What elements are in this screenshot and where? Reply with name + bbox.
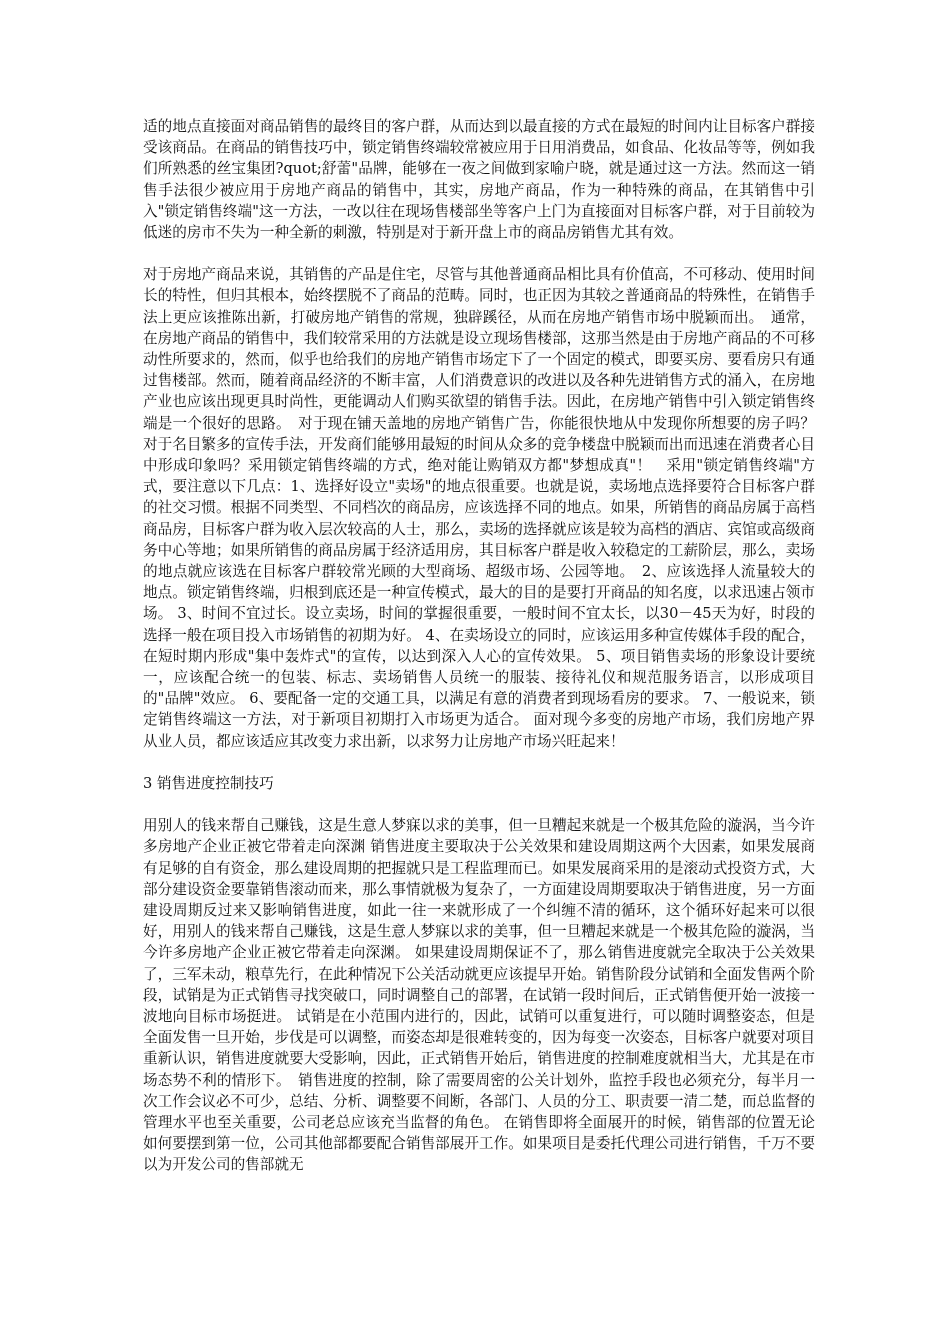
paragraph-terminal-sales-details: 对于房地产商品来说，其销售的产品是住宅，尽管与其他普通商品相比具有价值高，不可移动、使用时间长的特性，但归其根本，始终摆脱不了商品的范畴。同时，也正因为其较之普通商品的特殊性，在销售手法上更应该推陈出新，打破房地产销售的常规，独辟蹊径，从而在房地产销售市场中脱颖而出。 通常，在房地产商品的销售中，我们较常采用的方法就是设立现场售楼部，这那当然是由于房地产商品的不可移动性所要求的，然而，似乎也给我们的房地产销售市场定下了一个固定的模式，即要买房、要看房只有通过售楼部。然而，随着商品经济的不断丰富，人们消费意识的改进以及各种先进销售方式的涌入，在房地产业也应该出现更具时尚性，更能调动人们购买欲望的销售手法。因此，在房地产销售中引入锁定销售终端是一个很好的思路。 对于现在铺天盖地的房地产销售广告，你能很快地从中发现你所想要的房子吗？对于名目繁多的宣传手法，开发商们能够用最短的时间从众多的竞争楼盘中脱颖而出而迅速在消费者心目中形成印象吗？采用锁定销售终端的方式，绝对能让购销双方都"梦想成真"！ 采用"锁定销售终端"方式，要注意以下几点：1、选择好设立"卖场"的地点很重要。也就是说，卖场地点选择要符合目标客户群的社交习惯。根据不同类型、不同档次的商品房，应该选择不同的地点。如果，所销售的商品房属于高档商品房，目标客户群为收入层次较高的人士，那么，卖场的选择就应该是较为高档的酒店、宾馆或高级商务中心等地；如果所销售的商品房属于经济适用房，其目标客户群是收入较稳定的工薪阶层，那么，卖场的地点就应该选在目标客户群较常光顾的大型商场、超级市场、公园等地。 2、应该选择人流量较大的地点。锁定销售终端，归根到底还是一种宣传模式，最大的目的是要打开商品的知名度，以求迅速占领市场。 3、时间不宜过长。设立卖场，时间的掌握很重要，一般时间不宜太长，以30－45天为好，时段的选择一般在项目投入市场销售的初期为好。 4、在卖场设立的同时，应该运用多种宣传媒体手段的配合，在短时期内形成"集中轰炸式"的宣传，以达到深入人心的宣传效果。 5、项目销售卖场的形象设计要统一，应该配合统一的包装、标志、卖场销售人员统一的服装、接待礼仪和规范服务语言，以形成项目的"品牌"效应。 6、要配备一定的交通工具，以满足有意的消费者到现场看房的要求。 7、一般说来，锁定销售终端这一方法，对于新项目初期打入市场更为适合。 面对现今多变的房地产市场，我们房地产界从业人员，都应该适应其改变力求出新，以求努力让房地产市场兴旺起来！ bbox=[143, 266, 815, 750]
paragraph-terminal-sales-intro: 适的地点直接面对商品销售的最终目的客户群，从而达到以最直接的方式在最短的时间内让目标客户群接受该商品。在商品的销售技巧中，锁定销售终端较常被应用于日用消费品，如食品、化妆品等等，例如我们所熟悉的丝宝集团?quot;舒蕾"品牌，能够在一夜之间做到家喻户晓，就是通过这一方法。然而这一销售手法很少被应用于房地产商品的销售中，其实，房地产商品，作为一种特殊的商品，在其销售中引入"锁定销售终端"这一方法，一改以往在现场售楼部坐等客户上门为直接面对目标客户群，对于目前较为低迷的房市不失为一种全新的刺激，特别是对于新开盘上市的商品房销售尤其有效。 bbox=[143, 118, 815, 242]
paragraph-sales-progress-control: 用别人的钱来帮自己赚钱，这是生意人梦寐以求的美事，但一旦糟起来就是一个极其危险的漩涡，当今许多房地产企业正被它带着走向深渊 销售进度主要取决于公关效果和建设周期这两个大因素，如果发展商有足够的自有资金，那么建设周期的把握就只是工程监理而已。如果发展商采用的是滚动式投资方式，大部分建设资金要靠销售滚动而来，那么事情就极为复杂了，一方面建设周期要取决于销售进度，另一方面建设周期反过来又影响销售进度，如此一往一来就形成了一个纠缠不清的循环，这个循环好起来可以很好，用别人的钱来帮自己赚钱，这是生意人梦寐以求的美事，但一旦糟起来就是一个极其危险的漩涡，当今许多房地产企业正被它带着走向深渊。 如果建设周期保证不了，那么销售进度就完全取决于公关效果了，三军未动，粮草先行，在此种情况下公关活动就更应该提早开始。销售阶段分试销和全面发售两个阶段，试销是为正式销售寻找突破口，同时调整自己的部署，在试销一段时间后，正式销售便开始一波接一波地向目标市场挺进。 试销是在小范围内进行的，因此，试销可以重复进行，可以随时调整姿态，但是全面发售一旦开始，步伐是可以调整，而姿态却是很难转变的，因为每变一次姿态，目标客户就要对项目重新认识，销售进度就要大受影响，因此，正式销售开始后，销售进度的控制难度就相当大，尤其是在市场态势不利的情形下。 销售进度的控制，除了需要周密的公关计划外，监控手段也必须充分，每半月一次工作会议必不可少，总结、分析、调整要不间断，各部门、人员的分工、职责要一清二楚，而总监督的管理水平也至关重要，公司老总应该充当监督的角色。 在销售即将全面展开的时候，销售部的位置无论如何要摆到第一位，公司其他部都要配合销售部展开工作。如果项目是委托代理公司进行销售，千万不要以为开发公司的售部就无 bbox=[143, 817, 815, 1174]
document-page bbox=[143, 116, 815, 1197]
section-heading: 3 销售进度控制技巧 bbox=[143, 774, 274, 792]
